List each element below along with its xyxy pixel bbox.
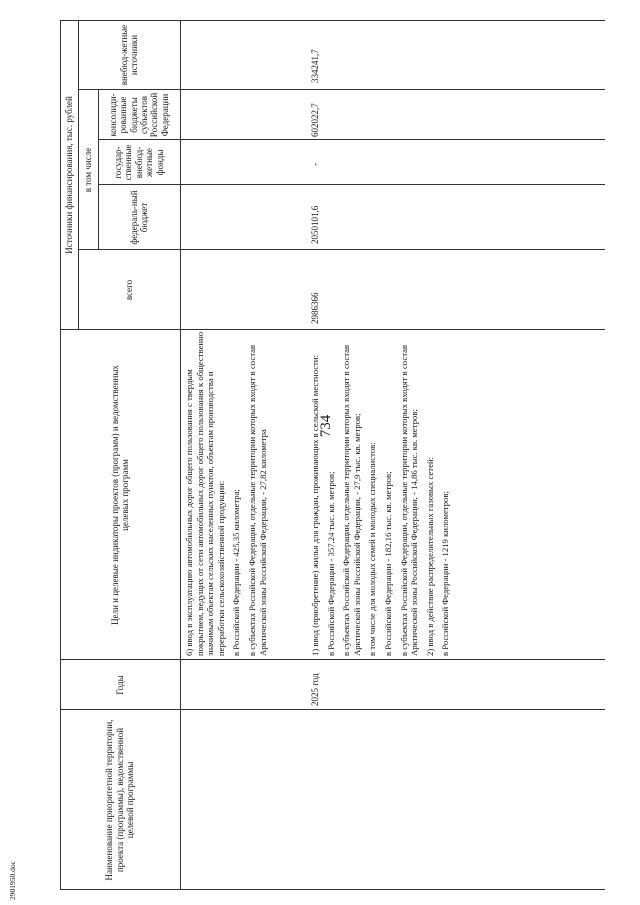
header-consolidated: консолиди-рованные бюджеты субъектов Российской Федерации (107, 92, 170, 138)
block1-goals (184, 331, 273, 656)
goal-paragraph: в субъектах Российской Федерации, отдельные территории которых входят в состав Арктической зоны Российской Федерации, - 14,86 тыс. кв. метров; (398, 344, 420, 656)
rotated-table (60, 20, 605, 890)
header-total: всего (123, 279, 134, 301)
header-goals: Цели и целевые индикаторы проектов (программ) и ведомственных целевых программ (109, 365, 130, 625)
goal-paragraph: в Российской Федерации - 1219 километров; (440, 491, 451, 656)
goal-paragraph: 6) ввод в эксплуатацию автомобильных дорог общего пользования с твердым покрытием, ведущих от сети автомобильных дорог общего пользования к общественно значимым объектам сельских населенных пунктов, объектам производства и переработки сельскохозяйственной продукции: (184, 331, 226, 656)
header-extra-budget: внебюд-жетные источники (118, 24, 139, 86)
document-filename: 2901950.doc (8, 861, 17, 900)
header-funding-sources: Источники финансирования, тыс. рублей (63, 96, 74, 254)
page-number: 734 (318, 414, 334, 438)
value-consolidated: 602022,7 (310, 103, 320, 137)
header-years: Годы (114, 675, 125, 695)
header-state-funds: государ-ственные внебюд-жетные фонды (113, 144, 165, 181)
header-federal: федераль-ный бюджет (128, 190, 149, 245)
goal-paragraph: в Российской Федерации - 357,24 тыс. кв. метров; (325, 471, 336, 656)
value-federal: 2050101,6 (310, 205, 320, 244)
goal-paragraph: в Российской Федерации - 182,16 тыс. кв. метров; (383, 471, 394, 656)
value-total: 2986366 (310, 292, 320, 324)
goal-paragraph: в Российской Федерации - 425,35 километра; (231, 489, 242, 656)
header-including: в том числе (82, 147, 93, 193)
value-extra-budget: 334241,7 (310, 49, 320, 83)
goal-paragraph: 1) ввод (приобретение) жилья для граждан, проживающих в сельской местности: (310, 355, 320, 656)
value-state-funds: - (310, 163, 320, 166)
block2-year: 2025 год (310, 673, 320, 706)
header-name: Наименование приоритетной территории, проекта (программы), ведомственной целевой программы (104, 719, 136, 881)
block2-goals (310, 331, 456, 656)
goal-paragraph: в субъектах Российской Федерации, отдельные территории которых входят в состав Арктической зоны Российской Федерации, - 27,82 километра (247, 344, 268, 656)
goal-paragraph: в том числе для молодых семей и молодых специалистов: (367, 442, 378, 656)
goal-paragraph: в субъектах Российской Федерации, отдельные территории которых входят в состав Арктической зоны Российской Федерации, - 27,9 тыс. кв. метров; (341, 344, 362, 656)
goal-paragraph: 2) ввод в действие распределительных газовых сетей: (424, 456, 435, 656)
